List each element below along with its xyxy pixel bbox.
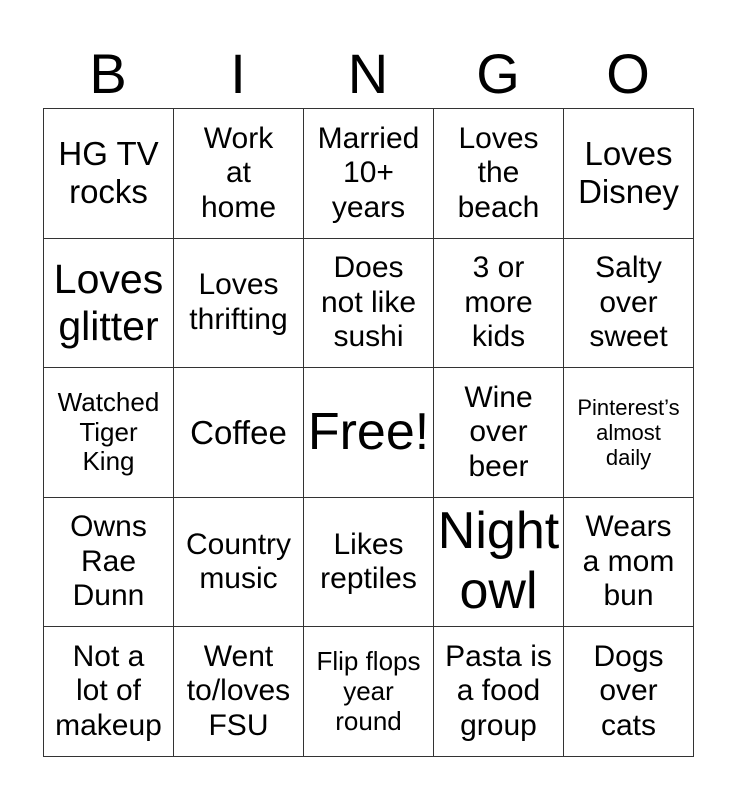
free-space-cell[interactable] [304, 368, 434, 498]
bingo-cell[interactable] [304, 627, 434, 757]
cell-text: Loves the beach [457, 121, 540, 224]
bingo-cell[interactable] [44, 627, 174, 757]
cell-text: Married 10+ years [317, 121, 420, 224]
bingo-cell[interactable] [44, 498, 174, 628]
cell-text: 3 or more kids [464, 251, 533, 354]
cell-text: Does not like sushi [320, 251, 417, 354]
bingo-cell[interactable] [564, 627, 694, 757]
bingo-cell[interactable] [564, 498, 694, 628]
cell-text: Dogs over cats [593, 639, 664, 742]
cell-text: Flip flops year round [316, 645, 421, 736]
bingo-cell[interactable] [44, 239, 174, 369]
cell-text: Loves Disney [578, 135, 679, 211]
bingo-cell[interactable] [434, 109, 564, 239]
cell-text: Wears a mom bun [582, 510, 675, 613]
cell-text: Watched Tiger King [57, 386, 160, 477]
header-letter-b: B [89, 42, 127, 105]
bingo-cell[interactable] [304, 498, 434, 628]
cell-text: Night owl [437, 502, 560, 621]
bingo-cell[interactable] [434, 239, 564, 369]
cell-text: Loves glitter [53, 255, 164, 349]
free-space-text: Free! [307, 402, 430, 461]
bingo-cell[interactable] [434, 498, 564, 628]
bingo-board [43, 108, 694, 757]
header-letter-g: G [476, 42, 520, 105]
cell-text: Likes reptiles [320, 527, 417, 596]
cell-text: Loves thrifting [189, 268, 288, 336]
cell-text: Wine over beer [464, 380, 533, 483]
header-letter-i: I [230, 42, 246, 105]
cell-text: Country music [185, 527, 292, 596]
bingo-cell[interactable] [304, 109, 434, 239]
bingo-cell[interactable] [174, 109, 304, 239]
bingo-cell[interactable] [174, 368, 304, 498]
cell-text: Went to/loves FSU [186, 639, 291, 742]
bingo-cell[interactable] [434, 627, 564, 757]
bingo-cell[interactable] [304, 239, 434, 369]
header-letter-n: N [347, 42, 389, 105]
header-letter-o: O [606, 42, 650, 105]
cell-text: Salty over sweet [589, 251, 668, 354]
cell-text: Pinterest’s almost daily [577, 394, 680, 471]
cell-text: Not a lot of makeup [55, 639, 162, 742]
cell-text: Work at home [200, 121, 277, 224]
bingo-cell[interactable] [174, 239, 304, 369]
cell-text: Coffee [190, 413, 287, 451]
bingo-header [43, 40, 693, 108]
cell-text: Pasta is a food group [445, 639, 552, 742]
bingo-cell[interactable] [44, 109, 174, 239]
bingo-cell[interactable] [174, 498, 304, 628]
bingo-cell[interactable] [434, 368, 564, 498]
cell-text: Owns Rae Dunn [70, 510, 147, 613]
bingo-cell[interactable] [44, 368, 174, 498]
bingo-cell[interactable] [564, 109, 694, 239]
bingo-cell[interactable] [174, 627, 304, 757]
bingo-cell[interactable] [564, 239, 694, 369]
bingo-cell[interactable] [564, 368, 694, 498]
cell-text: HG TV rocks [58, 135, 159, 211]
